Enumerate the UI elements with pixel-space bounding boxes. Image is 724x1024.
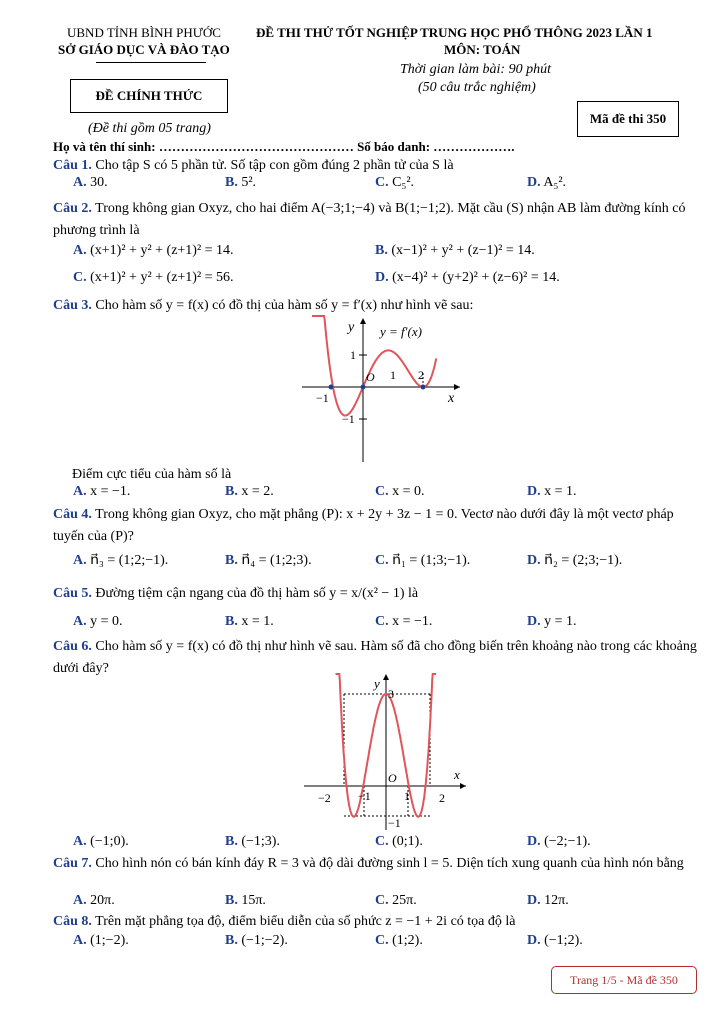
option-d[interactable]: D. x = 1. [527,484,577,499]
question-3: Câu 3. Cho hàm số y = f(x) có đồ thị của hàm số y = f′(x) như hình vẽ sau: [53,298,474,313]
y-arrow [383,674,389,680]
exam-question-count: (50 câu trắc nghiệm) [418,80,536,95]
option-a[interactable]: A. 30. [73,175,108,190]
option-a[interactable]: A. (x+1)² + y² + (z+1)² = 14. [73,243,234,258]
question-4: Câu 4. Trong không gian Oxyz, cho mặt phẳng (P): x + 2y + 3z − 1 = 0. Vectơ nào dưới đây là một vectơ pháp tuyến của (P)? [53,507,674,544]
options-q3 [73,484,693,504]
official-box: ĐỀ CHÍNH THỨC [70,79,228,113]
tick-minus-1: −1 [358,789,371,803]
option-a[interactable]: A. y = 0. [73,614,123,629]
option-d[interactable]: D. n⃗₂ = (2;3;−1). [527,553,623,568]
tick-y-1: 1 [350,348,356,362]
graph-function [300,672,470,832]
tick-1: 1 [390,368,396,382]
x-arrow [454,384,460,390]
option-c[interactable]: C. C₅². [375,175,415,190]
option-c[interactable]: C. (1;2). [375,933,423,948]
question-1: Câu 1. Cho tập S có 5 phần tử. Số tập con gồm đúng 2 phần tử của S là [53,158,454,173]
option-d[interactable]: D. y = 1. [527,614,577,629]
option-c[interactable]: C. n⃗₁ = (1;3;−1). [375,553,471,568]
option-d[interactable]: D. A₅². [527,175,567,190]
origin-label: O [388,771,397,785]
option-b[interactable]: B. 5². [225,175,257,190]
graph-derivative [300,314,462,464]
option-d[interactable]: D. (x−4)² + (y+2)² + (z−6)² = 14. [375,270,560,285]
tick-minus-2: −2 [318,791,331,805]
option-b[interactable]: B. x = 1. [225,614,274,629]
tick-y-minus-1: −1 [388,816,401,830]
tick-minus-1: −1 [316,391,329,405]
question-5: Câu 5. Đường tiệm cận ngang của đồ thị hàm số y = x/(x² − 1) là [53,586,419,601]
header-authority: UBND TỈNH BÌNH PHƯỚC [67,25,221,40]
option-a[interactable]: A. (1;−2). [73,933,129,948]
option-b[interactable]: B. (−1;−2). [225,933,288,948]
option-b[interactable]: B. x = 2. [225,484,274,499]
root-minus-one [329,385,334,390]
option-d[interactable]: D. (−2;−1). [527,834,591,849]
y-label: y [348,320,355,335]
options-q5 [73,614,693,634]
option-b[interactable]: B. (−1;3). [225,834,280,849]
option-a[interactable]: A. 20π. [73,893,115,908]
x-arrow [460,783,466,789]
x-label: x [448,391,455,406]
option-b[interactable]: B. 15π. [225,893,266,908]
options-q7 [73,893,693,913]
option-b[interactable]: B. n⃗₄ = (1;2;3). [225,553,312,568]
tick-y-minus-1: −1 [342,412,355,426]
option-a[interactable]: A. x = −1. [73,484,131,499]
options-q6 [73,834,693,854]
exam-subject: MÔN: TOÁN [444,42,521,57]
question-8: Câu 8. Trên mặt phẳng tọa độ, điểm biểu diễn của số phức z = −1 + 2i có tọa độ là [53,914,516,929]
function-label: y = f′(x) [380,324,422,339]
tick-2: 2 [418,368,424,382]
header-department: SỞ GIÁO DỤC VÀ ĐÀO TẠO [58,42,230,57]
option-a[interactable]: A. (−1;0). [73,834,129,849]
option-c[interactable]: C. (0;1). [375,834,423,849]
option-d[interactable]: D. 12π. [527,893,569,908]
option-b[interactable]: B. (x−1)² + y² + (z−1)² = 14. [375,243,535,258]
x-label: x [454,767,460,782]
options-q4 [73,552,693,572]
tick-2: 2 [439,791,445,805]
option-c[interactable]: C. x = −1. [375,614,433,629]
y-label: y [374,676,380,691]
root-two [421,385,426,390]
question-3-prompt: Điểm cực tiểu của hàm số là [72,467,232,482]
option-c[interactable]: C. (x+1)² + y² + (z+1)² = 56. [73,270,234,285]
options-q2-row2 [73,270,693,290]
options-q2-row1 [73,243,693,263]
option-a[interactable]: A. n⃗₃ = (1;2;−1). [73,553,169,568]
y-arrow [360,318,366,324]
page-footer: Trang 1/5 - Mã đề 350 [551,966,697,994]
exam-time: Thời gian làm bài: 90 phút [400,62,551,77]
origin-label: O [366,370,375,384]
tick-1: 1 [404,789,410,803]
question-2: Câu 2. Trong không gian Oxyz, cho hai điểm A(−3;1;−4) và B(1;−1;2). Mặt cầu (S) nhận AB làm đường kính có phương trình là [53,201,686,238]
student-info-line: Họ và tên thí sinh: ……………………………………… Số báo danh: ………………. [53,139,515,154]
header-underline [96,62,206,63]
options-q8 [73,933,693,953]
tick-y-3: 3 [388,687,394,701]
question-6: Câu 6. Cho hàm số y = f(x) có đồ thị như hình vẽ sau. Hàm số đã cho đồng biến trên khoảng nào trong các khoảng dưới đây? [53,639,697,676]
page-count: (Đề thi gồm 05 trang) [88,121,211,136]
option-c[interactable]: C. 25π. [375,893,417,908]
question-7: Câu 7. Cho hình nón có bán kính đáy R = 3 và độ dài đường sinh l = 5. Diện tích xung quanh của hình nón bằng [53,856,684,871]
option-c[interactable]: C. x = 0. [375,484,425,499]
root-zero [361,385,366,390]
exam-code-box: Mã đề thi 350 [577,101,679,137]
options-q1 [73,175,693,195]
option-d[interactable]: D. (−1;2). [527,933,583,948]
exam-title: ĐỀ THI THỬ TỐT NGHIỆP TRUNG HỌC PHỔ THÔNG 2023 LẦN 1 [256,25,653,40]
